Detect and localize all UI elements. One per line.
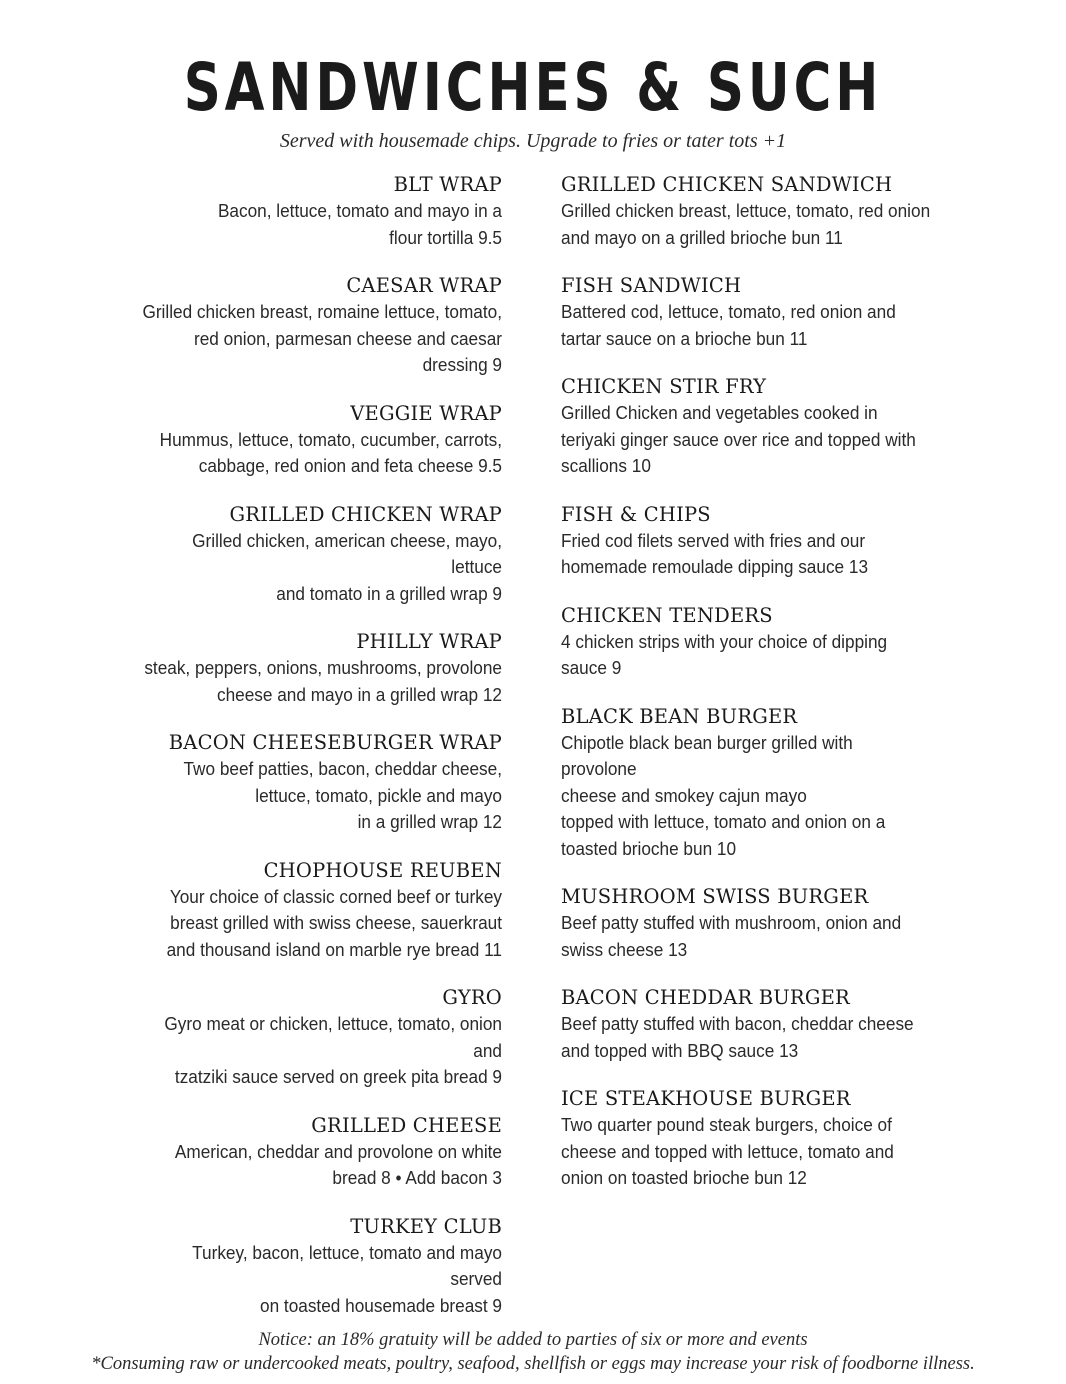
menu-item-description: Gyro meat or chicken, lettuce, tomato, onion and tzatziki sauce served on greek pita bread 9 (164, 1013, 502, 1087)
menu-subtitle: Served with housemade chips. Upgrade to fries or tater tots +1 (279, 130, 787, 152)
menu-item (561, 603, 961, 682)
menu-item-name: ICE STEAKHOUSE BURGER (561, 1087, 851, 1110)
menu-item (110, 401, 502, 480)
menu-item (110, 172, 502, 251)
menu-item-description: Grilled chicken, american cheese, mayo, lettuce and tomato in a grilled wrap 9 (192, 529, 502, 604)
menu-item-description: steak, peppers, onions, mushrooms, provolone cheese and mayo in a grilled wrap 12 (144, 657, 502, 705)
menu-item-name: CHOPHOUSE REUBEN (263, 858, 502, 882)
menu-item (110, 858, 502, 964)
menu-item (110, 502, 502, 608)
right-column (561, 172, 961, 1214)
menu-item-name: VEGGIE WRAP (350, 401, 502, 425)
menu-item-description: Chipotle black bean burger grilled with provolone cheese and smokey cajun mayo topped with lettuce, tomato and onion on a toasted brioche bun 10 (561, 731, 886, 859)
menu-item-description: Hummus, lettuce, tomato, cucumber, carrots, cabbage, red onion and feta cheese 9.5 (159, 428, 502, 476)
menu-item-name: BLACK BEAN BURGER (561, 704, 798, 728)
menu-item-name: TURKEY CLUB (350, 1214, 502, 1238)
gratuity-notice: Notice: an 18% gratuity will be added to parties of six or more and events (258, 1330, 808, 1350)
menu-item-name: GRILLED CHICKEN SANDWICH (561, 173, 893, 196)
menu-item (110, 1113, 502, 1192)
menu-item-name: GRILLED CHICKEN WRAP (229, 502, 502, 526)
menu-item (561, 704, 961, 863)
menu-item (110, 985, 502, 1091)
menu-item (110, 273, 502, 379)
menu-item-description: Fried cod filets served with fries and our homemade remoulade dipping sauce 13 (561, 529, 869, 577)
menu-item (561, 374, 961, 480)
menu-item-name: GRILLED CHEESE (311, 1113, 502, 1137)
left-column (110, 172, 502, 1341)
menu-item (110, 730, 502, 836)
menu-item (110, 1214, 502, 1320)
menu-item-description: Bacon, lettuce, tomato and mayo in a flour tortilla 9.5 (217, 200, 502, 248)
menu-title: SANDWICHES & SUCH (183, 49, 883, 126)
menu-item-name: MUSHROOM SWISS BURGER (561, 885, 869, 908)
menu-item-name: CHICKEN STIR FRY (561, 375, 767, 398)
menu-item-description: Beef patty stuffed with bacon, cheddar cheese and topped with BBQ sauce 13 (561, 1013, 914, 1061)
menu-item-name: BACON CHEDDAR BURGER (561, 986, 850, 1009)
menu-item-name: BLT WRAP (393, 173, 502, 196)
menu-item-name: GYRO (442, 986, 502, 1009)
menu-item (110, 629, 502, 708)
menu-item-name: FISH & CHIPS (561, 502, 711, 526)
menu-item-description: Battered cod, lettuce, tomato, red onion and tartar sauce on a brioche bun 11 (561, 301, 896, 349)
menu-item-name: CAESAR WRAP (346, 274, 502, 297)
menu-item-description: Grilled chicken breast, romaine lettuce, tomato, red onion, parmesan cheese and caesar dressing 9 (142, 301, 502, 375)
menu-item-description: Two beef patties, bacon, cheddar cheese, lettuce, tomato, pickle and mayo in a grilled wrap 12 (183, 758, 502, 832)
menu-item-description: Two quarter pound steak burgers, choice of cheese and topped with lettuce, tomato and onion on toasted brioche bun 12 (561, 1114, 894, 1188)
menu-item (561, 985, 961, 1064)
menu-item-description: 4 chicken strips with your choice of dipping sauce 9 (561, 630, 888, 678)
menu-item-name: CHICKEN TENDERS (561, 603, 773, 627)
foodborne-illness-warning: *Consuming raw or undercooked meats, poultry, seafood, shellfish or eggs may increase your risk of foodborne illness. (91, 1354, 975, 1374)
menu-item (561, 884, 961, 963)
menu-item-description: Beef patty stuffed with mushroom, onion and swiss cheese 13 (561, 912, 902, 960)
menu-item-description: Your choice of classic corned beef or turkey breast grilled with swiss cheese, sauerkraut and thousand island on marble rye bread 11 (166, 885, 502, 960)
menu-item (561, 1086, 961, 1192)
menu-item-description: Turkey, bacon, lettuce, tomato and mayo served on toasted housemade breast 9 (192, 1241, 502, 1316)
menu-item-name: BACON CHEESEBURGER WRAP (168, 731, 502, 754)
menu-item (561, 502, 961, 581)
menu-item-description: Grilled Chicken and vegetables cooked in teriyaki ginger sauce over rice and topped with scallions 10 (561, 402, 916, 476)
menu-item-description: Grilled chicken breast, lettuce, tomato, red onion and mayo on a grilled brioche bun 11 (561, 200, 931, 248)
menu-item-name: PHILLY WRAP (356, 630, 502, 653)
menu-item (561, 273, 961, 352)
menu-item-description: American, cheddar and provolone on white bread 8 • Add bacon 3 (174, 1140, 502, 1188)
menu-item (561, 172, 961, 251)
menu-item-name: FISH SANDWICH (561, 274, 742, 297)
